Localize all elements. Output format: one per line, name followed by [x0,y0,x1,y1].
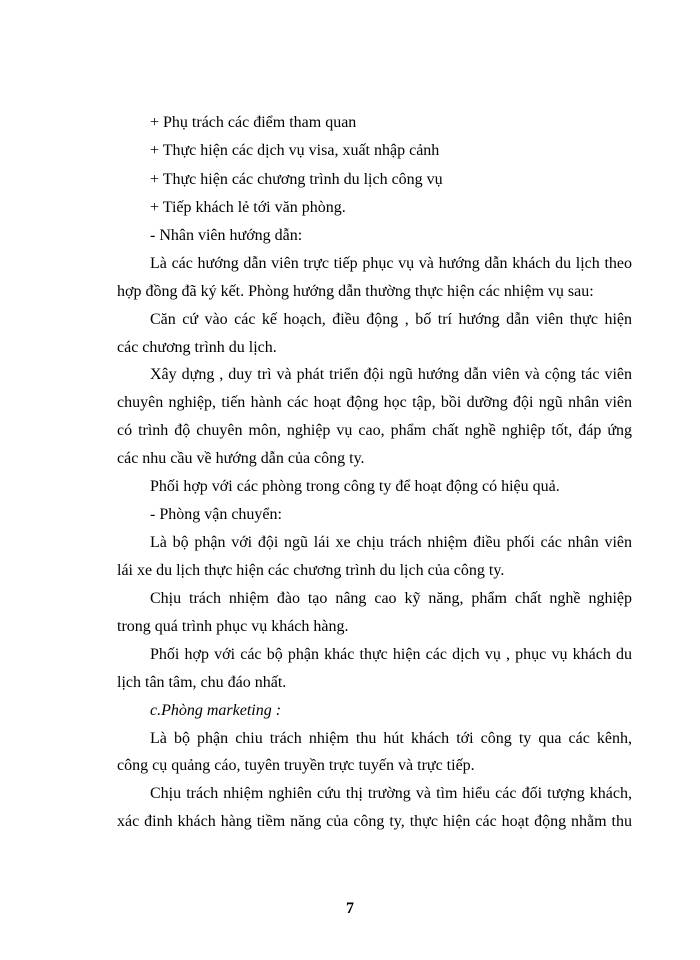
text-line: Là bộ phận với đội ngũ lái xe chịu trách nhiệm điều phối các nhân viên [150,534,632,551]
text-line: công cụ quảng cáo, tuyên truyền trực tuyến và trực tiếp. [117,757,475,774]
text-line: - Nhân viên hướng dẫn: [150,227,303,244]
text-line: + Tiếp khách lẻ tới văn phòng. [150,199,346,216]
text-line: Phối hợp với các phòng trong công ty để hoạt động có hiệu quả. [150,478,560,495]
text-line: - Phòng vận chuyển: [150,506,282,523]
text-line: + Thực hiện các dịch vụ visa, xuất nhập cảnh [150,142,440,159]
page-number: 7 [346,900,354,917]
text-line: trong quá trình phục vụ khách hàng. [117,618,349,635]
text-line: các nhu cầu về hướng dẫn của công ty. [117,450,365,467]
text-line: Phối hợp với các bộ phận khác thực hiện các dịch vụ , phục vụ khách du [150,646,632,663]
text-line: + Phụ trách các điểm tham quan [150,114,357,131]
text-line: có trình độ chuyên môn, nghiệp vụ cao, phẩm chất nghề nghiệp tốt, đáp ứng [117,422,632,439]
text-line: Chịu trách nhiệm nghiên cứu thị trường và tìm hiểu các đối tượng khách, [150,785,632,802]
text-line: lịch tân tâm, chu đáo nhất. [117,674,287,691]
text-line: Chịu trách nhiệm đào tạo nâng cao kỹ năng, phẩm chất nghề nghiệp [150,590,632,607]
text-line: Là bộ phận chiu trách nhiệm thu hút khách tới công ty qua các kênh, [150,730,632,747]
text-line: Xây dựng , duy trì và phát triển đội ngũ hướng dẫn viên và cộng tác viên [150,366,632,383]
text-line: lái xe du lịch thực hiện các chương trình du lịch của công ty. [117,562,505,579]
text-line: hợp đồng đã ký kết. Phòng hướng dẫn thường thực hiện các nhiệm vụ sau: [117,283,594,300]
text-line: Căn cứ vào các kế hoạch, điều động , bố trí hướng dẫn viên thực hiện [150,311,632,328]
section-heading: c.Phòng marketing : [150,702,282,719]
text-line: xác đinh khách hàng tiềm năng của công ty, thực hiện các hoạt động nhằm thu [117,813,632,830]
text-line: Là các hướng dẫn viên trực tiếp phục vụ và hướng dẫn khách du lịch theo [150,255,632,272]
text-line: + Thực hiện các chương trình du lịch công vụ [150,171,443,188]
text-line: chuyên nghiệp, tiến hành các hoạt động học tập, bồi dưỡng đội ngũ nhân viên [117,394,632,411]
text-line: các chương trình du lịch. [117,339,277,356]
